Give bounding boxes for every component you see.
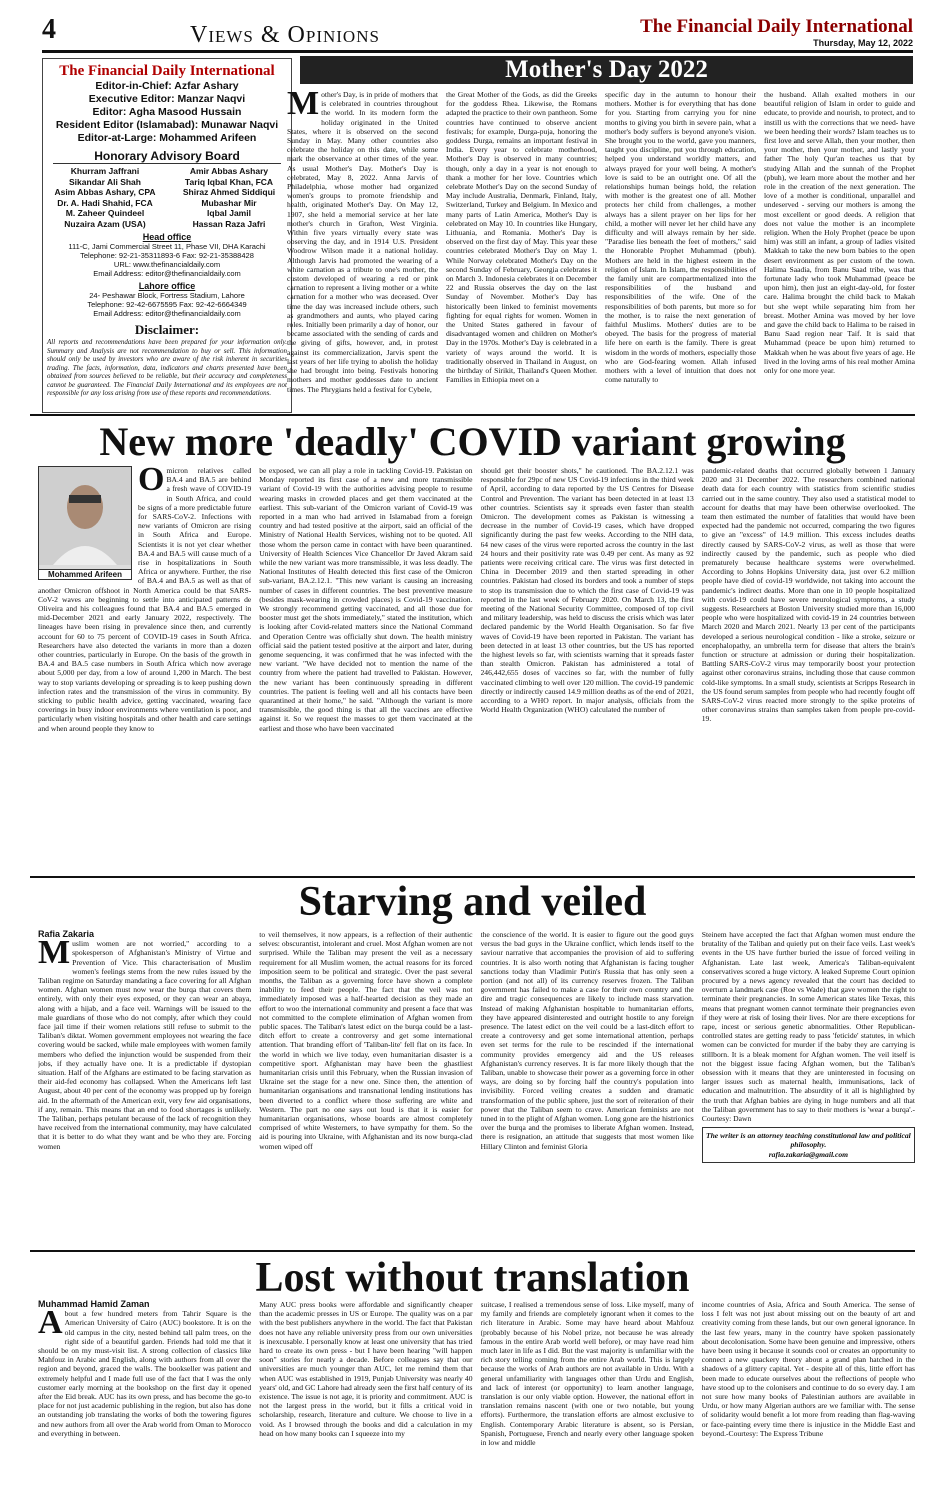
editor-line: Editor-in-Chief: Azfar Ashary bbox=[95, 80, 239, 92]
covid-headline: New more 'deadly' COVID variant growing bbox=[99, 419, 846, 464]
photo-caption: Mohammed Arifeen bbox=[39, 569, 131, 579]
article-column: suitcase, I realised a tremendous sense of loss. Like myself, many of my family and friends are completely ignorant when it comes to the rich literature in Arabic. Some may have heard about Mahfouz (probably because of his Nobel prize, not because he was already famous in the entire Arab world well before), or may have read him much later in life as I did. But the vast majority is unfamiliar with the rich story telling coming from the entire Arab world. This is largely because the works of Arab authors are not available in Urdu. With a general unfamiliarity with languages other than Urdu and English, and lack of interest (or opportunity) to learn another language, translation is our only viable option. However, the national effort in translation remains nascent (with one or two notable, but young efforts). Furthermore, the translation efforts are almost exclusive to English. Contemporary Arabic literature is absent, so is Persian, Spanish, Portuguese, French and nearly every other language spoken in low and middle bbox=[480, 1300, 694, 1448]
column-text: Steinem have accepted the fact that Afghan women must endure the brutality of the Taliban and quietly put on their face veils. Last week's events in the US have further buried the issue of forced veiling in Afghanistan. Late last week, America's Taliban-equivalent conservatives scored a huge victory. A leaked Supreme Court opinion procured by a news agency revealed that the court has decided to overturn a landmark case (Roe vs Wade) that gave women the right to terminate their pregnancies. In some American states like Texas, this means that pregnant women cannot terminate their pregnancies even if they were at risk of losing their lives. Nor are there exceptions for rape, incest or serious genetic abnormalities. Other Republican-controlled states are getting ready to pass 'feticide' statutes, in which women can be convicted for murder if the baby they are carrying is stillborn. It is a bleak moment for Afghan women. The veil itself is not the biggest issue facing Afghan women, but the Taliban's obsession with it means that they are uninterested in focusing on larger issues such as maternal health, immunisations, lack of education and malnutrition. The absurdity of it all is highlighted by the truth that Afghan babies are dying in huge numbers and all that the Taliban government has to say to their mothers is 'wear a burqa'.-Courtesy: Dawn bbox=[701, 930, 915, 1124]
editor-line: Editor: Agha Masood Hussain bbox=[92, 106, 242, 118]
author-bio: The writer is an attorney teaching constitutional law and political philosophy. bbox=[705, 1131, 911, 1150]
article-column bbox=[287, 90, 438, 410]
advisor: Sikandar Ali Shah bbox=[69, 176, 141, 187]
byline: Muhammad Hamid Zaman bbox=[38, 1300, 150, 1309]
dropcap: M bbox=[287, 90, 320, 122]
issue-date: Thursday, May 12, 2022 bbox=[813, 38, 913, 48]
article-column: specific day in the autumn to honour their mothers. Mother is for everything that has done for you. Starting from carrying you for nine months to giving you birth in severe pain, what a mother's body suffers is beyond anyone's vision. She brought you to the world, gave you manners, taught you discipline, put you through education, helped you understand worldly matters, and always prayed for your well being. A mother's love is said to be an outright one. Of all the relationships human beings hold, the relation with mother is the greatest one of all. Mother protects her child from challenges, a mother always has a silent prayer on her lips for her child, a mother will never let her child have any difficulty and will always remain by her side. "Paradise lies beneath the feet of mothers," said the Honorable Prophet Muhammad (pbuh). Mothers are held in the highest esteem in the religion of Islam. In Islam, the responsibilities of the family unit are compartmentalized into the responsibilities of the husband and responsibilities of the wife. One of the responsibilities of both parents, but more so for the mother, is to raise the next generation of faithful Muslims. Mothers' duties are to be obeyed. The basis for the progress of material life here on earth is the family. There is great wisdom in the words of mothers, especially those who are God-fearing women. Allah infused mothers with a level of intuition that does not come naturally to bbox=[605, 90, 756, 385]
byline: Rafia Zakaria bbox=[38, 930, 95, 939]
section-rule bbox=[30, 1250, 915, 1252]
article-column: the husband. Allah exalted mothers in our beautiful religion of Islam in order to guide and educate, to provide and nourish, to protect, and to instill us with the corrections that we need- have we been heeding their words? Islam teaches us to first love and serve Allah, then your mother, then your mother, then your mother, and lastly your father The holy Qur'an teaches us that by studying Allah and the sunnah of the Prophet (pbuh), we learn more about the mother and her role in the creation of the next generation. The love of a mother is conditional, unparallel and undeserved - serving our mothers is among the most excellent or good deeds. A religion that does not value the mother is an incomplete religion. When the Holy Prophet (peace be upon him) was still an infant, a group of ladies visited Makkah to take the new born babies to the open desert environment as per custom of the town. Halima Saadia, from Banu Saad tribe, was that fortunate lady who took Muhammad (peace be upon him), then just an eight-day-old, for foster care. Halima brought the child back to Makah but she wept while separating him from her breast. Mother Amina was moved by her love and gave the child back to Halima to be raised in Banu Saad region near Taif. It is said that Muhammad (peace be upon him) returned to Makkah when he was about five years of age. He lived in the loving arms of his real mother Amina only for one more year. bbox=[764, 90, 915, 376]
dropcap: A bbox=[38, 1304, 63, 1342]
article-column: to veil themselves, it now appears, is a reflection of their authentic selves: obscurantist, intolerant and cruel. Most Afghan women are not surprised. While the Taliban may present the veil as a necessary requirement for all Muslim women, the actual reasons for its forced imposition seem to be political and strategic. Over the past several months, the Taliban as a governing force have shown a complete inability to feed their people. The fact that the veil was not immediately imposed was a half-hearted decision as they made an effort to woo the international community and present a face that was not committed to the complete elimination of Afghan women from public spaces. The Taliban's latest edict on the burqa could be a last-ditch effort to create a controversy and get some international attention. That branding effort of 'Taliban-lite' fell flat on its face. In the world in which we live today, even humanitarian disaster is a competitive sport. Afghanistan may have been the ghastliest humanitarian crisis until this February, when the Russian invasion of Ukraine set the stage for a new one. Since then, the attention of humanitarian organisations and transnational lending institutions has been diverted to a conflict where those suffering are white and Western. The part no one says out loud is that it is easier for humanitarian organisations, whose boards are almost completely comprised of white Westerners, to have sympathy for them. So the aid is pouring into Ukraine, with Afghanistan and its now burqa-clad women wiped off bbox=[259, 930, 473, 1151]
office-line: Telephone: 92-42-6675595 Fax: 92-42-6664349 bbox=[87, 300, 247, 309]
advisor: Mubashar Mir bbox=[201, 197, 257, 208]
advisor: Khurram Jaffrani bbox=[70, 166, 140, 176]
article-column bbox=[702, 930, 915, 1250]
disclaimer-text: All reports and recommendations have been prepared for your information only. Summary and Analysis are not recommendation to buy or sell. This information should only be used by investors who are aware of the risk inherent in securities trading. The facts, information, data, indicators and charts presented have been obtained from sources believed to be reliable, but their accuracy and completeness cannot be guaranteed. The Financial Daily International and its employees are not responsible for any loss arising from use of these reports and recommendations. bbox=[47, 338, 287, 397]
article-column: the Great Mother of the Gods, as did the Greeks for the goddess Rhea. Likewise, the Romans adapted the practice to their own pantheon. Some countries have continued to observe ancient festivals; for example, Durga-puja, honoring the goddess Durga, remains an important festival in India. Every year to celebrate motherhood, Mother's Day is observed in many countries; though, only a day in a year is not enough to thank a mother for her love. Countries which celebrate Mother's Day on the second Sunday of May include Australia, Denmark, Finland, Italy, Switzerland, Turkey and Belgium. In Mexico and many parts of Latin America, Mother's Day is celebrated on May 10. In countries like Hungary, Lithuania, and Romania. Mother's Day is observed on the first day of May. This year these countries celebrated Mother's Day on May 1. While Norway celebrated Mother's Day on the second Sunday of February, Georgia celebrates it on March 3. Indonesia celebrates it on December 22 and Russia observes the day on the last Sunday of November. Mother's Day has historically been linked to feminist movements fighting for equal rights for women. Women in the United States gathered in favour of disadvantaged women and children on Mother's Day in the 1970s. Mother's Day is celebrated in a variety of ways around the world. It is traditionally observed in Thailand in August, on the birthday of Sirikit, Thailand's Queen Mother. Families in Ethiopia meet on a bbox=[446, 90, 597, 385]
article-column: pandemic-related deaths that occurred globally between 1 January 2020 and 31 December 2022. The researchers combined national death data for each country with statistics from scientific studies carried out in the same country. They also used a statistical model to account for deaths that may have been otherwise overlooked. The team then estimated the number of fatalities that would have been expected had the pandemic not occurred, comparing the two figures to give an "excess" of 14.9 million. This excess includes deaths directly caused by SARS-CoV-2 virus, as well as those that were indirectly caused by the pandemic, such as people who died prematurely because healthcare systems were overwhelmed. According to Johns Hopkins University data, just over 6.2 million people have died of covid-19 worldwide, not taking into account the pandemic's indirect deaths. More than one in 10 people hospitalized with covid-19 could have severe neurological symptoms, a study suggests. Researchers at Boston University studied more than 16,000 people who were hospitalized with covid-19 in 24 countries between March 2020 and March 2021. Nearly 13 per cent of the participants developed a serious neurological condition - like a stroke, seizure or encephalopathy, an umbrella term for disease that alters the brain's function or structure at admission or during their hospitalization. Battling SARS-CoV-2 virus may temporarily boost your protection against other coronavirus strains, including those that cause common cold-like symptoms. In a small study, scientists at Scripps Research in the US found serum samples from people who had recently fought off SARS-CoV-2 virus reacted more strongly to the spike proteins of other coronavirus strains than samples taken from people pre-covid-19. bbox=[701, 466, 915, 724]
editorial-info-box bbox=[42, 58, 292, 413]
advisory-board bbox=[43, 166, 291, 229]
article-column: income countries of Asia, Africa and South America. The sense of loss I felt was not just about missing out on the beauty of art and creativity coming from these lands, but our own general ignorance. In the last few years, many in the country have spoken passionately about decolonisation. Some have been genuine and impressive, others have been using it because it sounds cool or creates an opportunity to connect a new quackery theory about a grand plan hatched in the shadows of a glittery capital. Yet - despite all of this, little effort has been made to educate ourselves about the reflections of people who have stood up to the colonisers and continue to do so every day. I am not sure how many books of Palestinian authors are available in Urdu, or how many Algerian authors are we familiar with. The sense of solidarity would benefit a lot more from reading than flag-waving or face-painting every time there is injustice in the Middle East and beyond.-Courtesy: The Express Tribune bbox=[701, 1300, 915, 1438]
advisory-right-column bbox=[167, 166, 291, 229]
page-number: 4 bbox=[42, 14, 56, 45]
article-column bbox=[38, 466, 251, 874]
dropcap: O bbox=[138, 466, 165, 498]
office-line: Email Address: editor@thefinancialdaily.com bbox=[93, 269, 241, 278]
advisor: Dr. A. Hadi Shahid, FCA bbox=[57, 197, 153, 208]
column-text: other's Day, is in pride of mothers that is celebrated in countries throughout the world. In its modern form the holiday originated in the United States, where it is observed on the second Sunday in May. Many other countries also celebrate the holiday on this date, while some mark the observance at other times of the year. As usual Mother's Day. Mother's Day is celebrated, May 8, 2022. Anna Jarvis of Philadelphia, whose mother had organized women's groups to promote friendship and health, originated Mother's Day. On May 12, 1907, she held a memorial service at her late mother's church in Grafton, West Virginia. Within five years virtually every state was observing the day, and in 1914 U.S. President Woodrow Wilson made it a national holiday. Although Jarvis had promoted the wearing of a white carnation as a tribute to one's mother, the custom developed of wearing a red or pink carnation to represent a living mother or a white carnation for a mother who was deceased. Over time the day was increased include others, such as grandmothers and aunts, who played caring roles. Initially been primarily a day of honor, our became associated with the sending of cards and the giving of gifts, however, and, in protest against its commercialization, Jarvis spent the last years of her life trying to abolish the holiday she had brought into being. Festivals honoring mothers and mother goddesses date to ancient times. The Phrygians held a festival for Cybele, bbox=[287, 90, 438, 394]
section-rule bbox=[30, 414, 915, 416]
author-photo bbox=[38, 466, 132, 580]
advisor: Nuzaira Azam (USA) bbox=[64, 218, 146, 229]
masthead-rule bbox=[42, 50, 913, 53]
disclaimer-heading: Disclaimer: bbox=[134, 322, 200, 337]
advisor: Hassan Raza Jafri bbox=[192, 218, 266, 229]
covid-article bbox=[38, 466, 915, 874]
mothers-day-article bbox=[287, 90, 915, 410]
starving-article bbox=[38, 930, 915, 1250]
paper-name: The Financial Daily International bbox=[640, 16, 913, 37]
head-office-heading: Head office bbox=[142, 232, 192, 242]
dropcap: M bbox=[38, 934, 71, 972]
advisor: Asim Abbas Ashary, CPA bbox=[54, 187, 156, 197]
editor-line: Editor-at-Large: Mohammed Arifeen bbox=[77, 132, 257, 144]
author-bio-box bbox=[702, 1127, 915, 1163]
advisor: Iqbal Jamil bbox=[207, 208, 251, 218]
article-column: be exposed, we can all play a role in tackling Covid-19. Pakistan on Monday reported its first case of a new and more transmissible variant of Covid-19 with the authorities advising people to resume wearing masks in crowded places and get them vaccinated at the earliest. This sub-variant of the Omicron variant of Covid-19 was reported in a man who had arrived in Islamabad from a foreign country and had tested positive at the airport, said an official of the Ministry of National Health Services, wishing not to be quoted. All those whom the person came in contact with have been quarantined. University of Health Sciences Vice Chancellor Dr Javed Akram said while the new variant was more transmissible, it was less deadly. The National Institutes of Health detected this first case of the Omicron sub-variant, BA.2.12.1. "This new variant is causing an increasing number of cases in different countries. The best preventive measure (besides mask-wearing in crowded places) is Covid-19 vaccination. We strongly recommend getting vaccinated, and all those due for booster must get the shots immediately," stated the institution, which is looking after Covid-related matters since the National Command and Operation Centre was officially shut down. The health ministry official said the patient tested positive at the airport and later, during genome sequencing, it was confirmed that he was infected with the new variant. "We have decided not to mention the name of the country from where the patient had travelled to Pakistan. However, the new variant has been continuously spreading in different countries. The patient is feeling well and all his contacts have been quarantined at their home," he said. "Although the variant is more transmissible, the good thing is that all the vaccines are effective against it. So we request the masses to get them vaccinated at the earliest and those who have been vaccinated bbox=[259, 466, 473, 733]
advisor: M. Zaheer Quindeel bbox=[65, 208, 145, 218]
lost-article bbox=[38, 1300, 915, 1505]
mothers-day-title: Mother's Day 2022 bbox=[300, 56, 913, 84]
column-text: bout a few hundred meters from Tahrir Square is the American University of Cairo (AUC) bookstore. It is on the old campus in the city, nested behind tall palm trees, on the right side of a beautiful garden. Friends had told me that it should be on my must-visit list. A strong collection of classics like Mahfouz in Arabic and English, along with authors from all over the region and beyond, graced the walls. The bookseller was patient and extremely helpful and I made full use of the fact that I was the only customer early morning at the bookshop on the first day it opened after the Eid break. AUC has its own press, and has become the go-to place for not just academic publishing in the region, but also has done an outstanding job translating the works of both the towering figures and new authors from all over the Arab world from Oman to Morocco and everything in between. bbox=[38, 1309, 252, 1438]
author-email: rafia.zakaria@gmail.com bbox=[768, 1149, 849, 1159]
advisor: Tariq Iqbal Khan, FCA bbox=[184, 176, 274, 187]
article-column: the conscience of the world. It is easier to figure out the good guys versus the bad guys in the Ukraine conflict, which lends itself to the saviour narrative that accompanies the provision of aid to suffering countries. It is also worth noting that Afghanistan is facing tougher sanctions today than Vladimir Putin's Russia that has only seen a portion (and not all) of its currency reserves frozen. The Taliban government has failed to make a case for their own country and the dire and tragic consequences are likely to include mass starvation. Instead of making Afghanistan hospitable to humanitarian efforts, they have appeared disinterested and outright hostile to any foreign presence. The latest edict on the veil could be a last-ditch effort to create a controversy and get some international attention, perhaps even set terms for the rule to be rescinded if the international community provides emergency aid and the US releases Afghanistan's currency reserves. It is far more likely though that the Taliban, unable to showcase their power as a governing force in other ways, are doing so by forcing half the country's population into invisibility. Forced veiling creates a sudden and dramatic transformation of the public sphere, just the sort of reiteration of their power that the Taliban seem to crave. American feminists are not tuned in to the plight of Afghan women. Long gone are the histrionics over the burqa and the promises to liberate Afghan women. Instead, there is resignation, an attitude that suggests that most women like Hillary Clinton and feminist Gloria bbox=[480, 930, 694, 1151]
article-column: Many AUC press books were affordable and significantly cheaper than the academic presses in US or Europe. The quality was on a par with the best publishers anywhere in the world. The fact that Pakistan does not have any reliable university press from our own universities is inexcusable. I personally know at least one university that has tried hard to create its own press - but I have been hearing "will happen soon" stories for nearly a decade. Before colleagues say that our universities are much younger than AUC, let me remind them that when AUC was established in 1919, Punjab University was nearly 40 years' old, and GC Lahore had already seen the first half century of its existence. The issue is not age, it is priority and commitment. AUC is not the largest press in the world, but it fills a critical void in scholarship, research, literature and culture. We choose to live in a void. As I browsed through the books and did a calculation in my head on how many books can I squeeze into my bbox=[259, 1300, 473, 1438]
advisor: Shiraz Ahmed Siddiqui bbox=[182, 187, 276, 197]
column-text: micron relatives called BA.4 and BA.5 are behind a fresh wave of COVID-19 in South Africa, and could be signs of a more predictable future for SARS-CoV-2. Infections with new variants of Omicron are rising in South Africa and Europe. Scientists it is not yet clear whether BA.4 and BA.5 will cause much of a rise in hospitalizations in South Africa or anywhere. Further, the rise of BA.4 and BA.5 as well as that of another Omicron offshoot in North America could be that SARS-CoV-2 waves are beginning to settle into anticipated patterns de Oliveira and his colleagues found that BA.4 and BA.5 emerged in mid-December 2021 and early January 2022, respectively. The lineages have been rising in prevalence since then, and currently account for 60 to 75 percent of COVID-19 cases in South Africa. Researchers have also detected the variants in more than a dozen other countries, particularly in Europe. On the basis of the growth in BA.4 and BA.5 case numbers in South Africa which now average about 5,000 per day, from a low of around 1,200 in March. The best way to stop variants developing or spreading is to keep pushing down infection rates and the transmission of the virus in community. By sticking to public health advice, getting vaccinated, wearing face coverings in busy indoor environments where ventilation is poor, and particularly when visiting hospitals and other health and care settings and when around people they know to bbox=[38, 466, 252, 733]
info-paper-name: The Financial Daily International bbox=[59, 63, 275, 79]
column-text: uslim women are not worried," according to a spokesperson of Afghanistan's Ministry of Virtue and Prevention of Vice. This characterisation of Muslim women's feelings stems from the new rules issued by the Taliban regime on Saturday mandating a face covering for all Afghan women. Afghan women must now wear the burqa that covers them entirely, with only their eyes exposed, or they can wear an abaya, along with a hijab, and a face veil. Warnings will be issued to the male guardians of those who do not comply, after which they could face jail time if their women relations still refuse to submit to the Taliban's diktat. Women government employees not wearing the face covering would be sacked, while male employees with women family members who defied the injunction would be suspended from their jobs, if they actually have one. It is a predictable if dystopian situation. Half of the Afghans are estimated to be facing starvation as their aid-fed economy has collapsed. When the Americans left last August, about 40 per cent of the economy was propped up by foreign aid. In the aftermath of the American exit, very few aid organisations, if any, remain. This means that an end to food shortages is unlikely. The Taliban, perhaps petulant because of the lack of recognition they have received from the international community, may have calculated that it is better to do what they want and be who they are. Forcing women bbox=[38, 939, 252, 1151]
section-title: Views & Opinions bbox=[190, 22, 380, 48]
advisory-heading: Honorary Advisory Board bbox=[53, 149, 281, 164]
office-line: Telephone: 92-21-35311893-6 Fax: 92-21-35388428 bbox=[80, 251, 254, 260]
author-portrait-icon bbox=[39, 467, 131, 565]
editor-line: Executive Editor: Manzar Naqvi bbox=[88, 93, 246, 105]
editor-line: Resident Editor (Islamabad): Munawar Naqvi bbox=[55, 119, 279, 131]
advisor: Amir Abbas Ashary bbox=[189, 166, 269, 176]
lost-headline: Lost without translation bbox=[255, 1255, 690, 1301]
office-line: 111-C, Jami Commercial Street 11, Phase VII, DHA Karachi bbox=[68, 242, 266, 251]
article-column: should get their booster shots," he cautioned. The BA.2.12.1 was responsible for 29pc of new US Covid-19 infections in the third week of April, according to data reported by the US Centres for Disease Control and Prevention. The variant has been detected in at least 13 other countries. Scientists say it spreads even faster than stealth Omicron. The development comes as Pakistan is witnessing a decrease in the number of Covid-19 cases, which have dropped significantly during the past few weeks. According to the NIH data, 64 new cases of the virus were reported across the country in the last 24 hours and their positivity rate was 0.49 per cent. As many as 92 patients were receiving critical care. The virus was first detected in China in December 2019 and then started spreading in other countries. Pakistan had closed its borders and took a number of steps to stop its transmission due to which the first case of Covid-19 was reported in the last week of February 2020. On March 13, the first meeting of the National Security Committee, composed of top civil and military leadership, was held to discuss the crisis which was later declared pandemic by the World Health Organisation. So far five waves of Covid-19 have been reported in Pakistan. The variant has been detected in at least 13 other countries, but the US has reported the highest levels so far, with scientists warning that it spreads faster than stealth Omicron. Pakistan has administered a total of 246,442,655 doses of vaccines so far, with the number of fully vaccinated climbing to well over 120 million. The covid-19 pandemic directly or indirectly caused 14.9 million deaths as of the end of 2021, according to a WHO report. In major analysis, officials from the World Health Organization (WHO) calculated the number of bbox=[480, 466, 694, 715]
starving-headline: Starving and veiled bbox=[298, 879, 647, 925]
office-line: Email Address: editor@thefinancialdaily.com bbox=[93, 309, 241, 318]
lahore-office-heading: Lahore office bbox=[138, 281, 196, 291]
office-line: 24- Peshawar Block, Fortress Stadium, Lahore bbox=[89, 291, 245, 300]
advisory-left-column bbox=[43, 166, 167, 229]
office-line: URL: www.thefinancialdaily.com bbox=[113, 260, 221, 269]
article-column bbox=[38, 1300, 251, 1505]
article-column bbox=[38, 930, 251, 1250]
